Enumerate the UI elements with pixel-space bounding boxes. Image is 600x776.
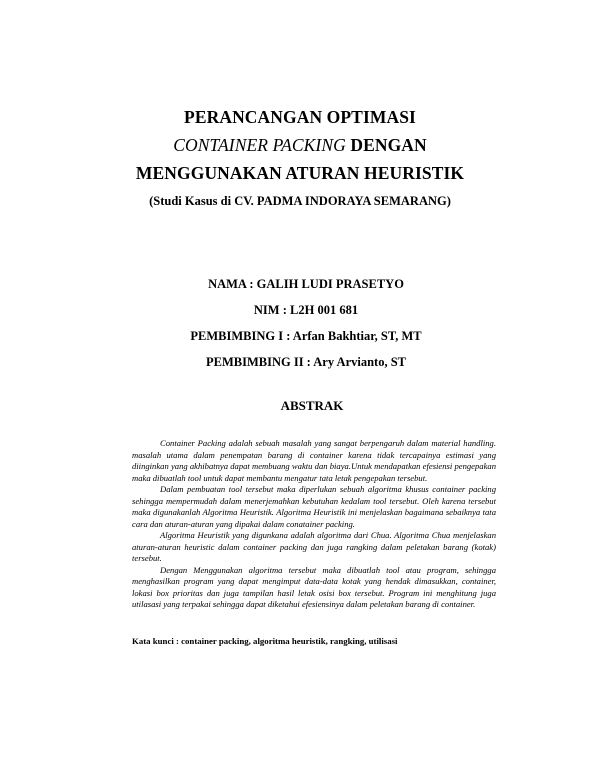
- title-line-1: PERANCANGAN OPTIMASI: [184, 107, 416, 127]
- supervisor-1: PEMBIMBING I : Arfan Bakhtiar, ST, MT: [190, 329, 422, 343]
- supervisor-2: PEMBIMBING II : Ary Arvianto, ST: [205, 355, 406, 369]
- title-line-3: MENGGUNAKAN ATURAN HEURISTIK: [135, 163, 465, 183]
- keywords: Kata kunci : container packing, algoritma heuristik, rangking, utilisasi: [132, 636, 398, 646]
- author-block: [0, 271, 600, 375]
- abstract-paragraph: Dengan Menggunakan algoritma tersebut maka dibuatlah tool atau program, sehingga menghasilkan program yang dapat mengimput data-data kotak yang hendak dimasukkan, container, lokasi box prioritas dan juga tampilan hasil letak osisi box tersebut. Program ini menghitung juga utilasasi yang terpakai sehingga dapat diketahui efesiensinya dalam peletakan barang di container.: [132, 564, 496, 609]
- abstract-heading: ABSTRAK: [280, 398, 344, 413]
- title-italic-term: CONTAINER PACKING: [173, 135, 346, 155]
- title-block: [0, 103, 600, 209]
- title-line-2-rest: DENGAN: [345, 135, 427, 155]
- author-nim: NIM : L2H 001 681: [253, 303, 359, 317]
- abstract-paragraph: Dalam pembuatan tool tersebut maka diperlukan sebuah algoritma khusus container packing sehingga mempermudah dalam menerjemahkan kebutuhan kedalam tool tersebut. Oleh karena tersebut maka digunakanlah Algoritma Heuristik. Algoritma Heuristik ini menjelaskan bagaimana sebaiknya tata cara dan aturan-aturan yang dipakai dalam conatainer packing.: [132, 484, 496, 529]
- title-line-2: [0, 131, 600, 159]
- abstract-body: [132, 438, 496, 611]
- abstract-paragraph: Algoritma Heuristik yang digunkana adalah algoritma dari Chua. Algoritma Chua menjelaskan aturan-aturan heuristic dalam container packing dan juga rangking dalam peletakan barang (kotak) tersebut.: [132, 530, 496, 563]
- subtitle: (Studi Kasus di CV. PADMA INDORAYA SEMARANG): [149, 194, 451, 208]
- abstract-paragraph: Container Packing adalah sebuah masalah yang sangat berpengaruh dalam material handling. masalah utama dalam penempatan barang di container karena tidak tercapainya estimasi yang diinginkan yang akhibatnya dapat membuang waktu dan biaya.Untuk mendapatkan efesiensi pengepakan maka dibuatlah tool untuk dapat membantu mengatur tata letak pengepakan tersebut.: [132, 438, 496, 483]
- author-name: NAMA : GALIH LUDI PRASETYO: [208, 277, 404, 291]
